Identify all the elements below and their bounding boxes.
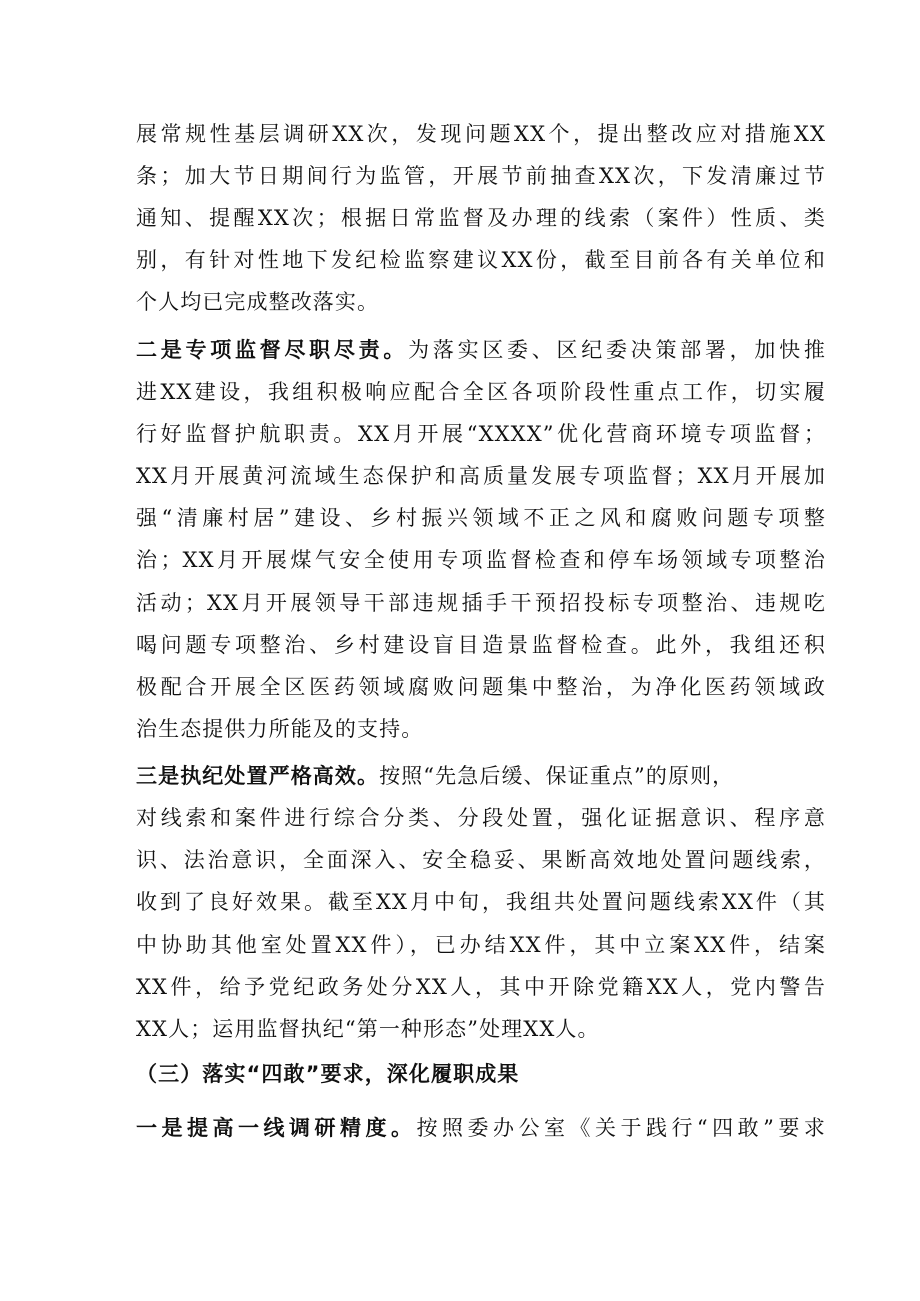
- section-three-line-7: XX人；运用监督执纪“第一种形态”处理XX人。: [136, 1017, 600, 1041]
- intro-line-4: 别，有针对性地下发纪检监察建议XX份，截至目前各有关单位和: [136, 248, 826, 272]
- section-two-line-2: 进XX建设，我组积极响应配合全区各项阶段性重点工作，切实履: [136, 380, 826, 404]
- section-two-line-7: 活动；XX月开展领导干部违规插手干预招投标专项整治、违规吃: [136, 591, 826, 615]
- section-two-line-3: 行好监督护航职责。XX月开展“XXXX”优化营商环境专项监督；: [136, 422, 826, 446]
- intro-line-5: 个人均已完成整改落实。: [136, 290, 380, 314]
- section-three-line-6: XX件，给予党纪政务处分XX人，其中开除党籍XX人，党内警告: [136, 975, 826, 999]
- intro-line-2: 条；加大节日期间行为监管，开展节前抽查XX次，下发清廉过节: [136, 164, 826, 188]
- intro-line-1: 展常规性基层调研XX次，发现问题XX个，提出整改应对措施XX: [136, 122, 826, 146]
- subheading-three: （三）落实“四敢”要求，深化履职成果: [136, 1062, 520, 1086]
- section-three-line-4: 收到了良好效果。截至XX月中旬，我组共处置问题线索XX件（其: [136, 890, 826, 914]
- section-two-line-8: 喝问题专项整治、乡村建设盲目造景监督检查。此外，我组还积: [136, 633, 826, 657]
- section-three-line-2: 对线索和案件进行综合分类、分段处置，强化证据意识、程序意: [136, 806, 826, 830]
- section-two-line-5: 强“清廉村居”建设、乡村振兴领域不正之风和腐败问题专项整: [136, 506, 826, 530]
- section-two-line-10: 治生态提供力所能及的支持。: [136, 717, 424, 741]
- section-two-first-line-text: 为落实区委、区纪委决策部署，加快推: [408, 338, 826, 362]
- section-three-line-5: 中协助其他室处置XX件），已办结XX件，其中立案XX件，结案: [136, 933, 826, 957]
- section-three-heading: 三是执纪处置严格高效。: [136, 764, 380, 788]
- section-two-line-6: 治；XX月开展煤气安全使用专项监督检查和停车场领域专项整治: [136, 548, 826, 572]
- section-three-line-3: 识、法治意识，全面深入、安全稳妥、果断高效地处置问题线索，: [136, 848, 826, 872]
- section-four-heading: 一是提高一线调研精度。: [136, 1116, 417, 1140]
- section-two-heading: 二是专项监督尽职尽责。: [136, 338, 409, 362]
- intro-line-3: 通知、提醒XX次；根据日常监督及办理的线索（案件）性质、类: [136, 206, 826, 230]
- section-three-first-line-text: 按照“先急后缓、保证重点”的原则，: [379, 764, 735, 788]
- section-four-first-line: [136, 1110, 826, 1146]
- section-two-line-4: XX月开展黄河流域生态保护和高质量发展专项监督；XX月开展加: [136, 464, 826, 488]
- section-two-line-9: 极配合开展全区医药领域腐败问题集中整治，为净化医药领域政: [136, 675, 826, 699]
- section-three-first-line: [136, 758, 826, 794]
- section-four-first-line-text: 按照委办公室《关于践行“四敢”要求: [416, 1116, 826, 1140]
- section-two-first-line: [136, 332, 826, 368]
